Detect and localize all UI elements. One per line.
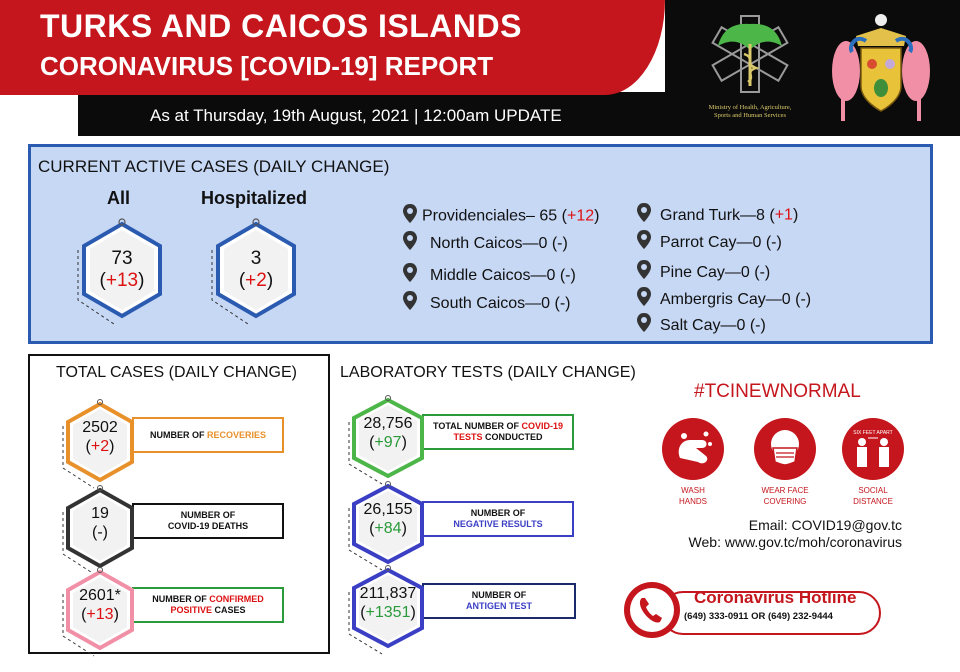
page-title: TURKS AND CAICOS ISLANDS xyxy=(40,8,522,44)
island-name: Pine Cay—0 (-) xyxy=(660,263,771,281)
confirmed-label-highlight: CONFIRMED xyxy=(209,594,264,604)
recoveries-label-prefix: NUMBER OF xyxy=(149,429,207,440)
distance-label-2: DISTANCE xyxy=(853,497,893,506)
antigen-value: 211,837 xyxy=(359,585,417,602)
wash-label-2: HANDS xyxy=(678,497,707,506)
all-active-change: (+13) xyxy=(99,270,145,291)
mask-label-2: COVERING xyxy=(763,497,807,506)
tests-hexagon xyxy=(346,394,430,486)
confirmed-label-positive: POSITIVE xyxy=(170,605,212,615)
ministry-name xyxy=(690,104,810,120)
antigen-label-line-2: ANTIGEN TEST xyxy=(465,601,532,611)
island-name: Providenciales– 65 ( xyxy=(422,207,567,225)
hospitalized-change-value: +2 xyxy=(245,270,267,291)
face-mask-icon xyxy=(754,418,816,480)
confirmed-change: (+13) xyxy=(81,606,119,623)
tests-label-prefix: TOTAL NUMBER OF xyxy=(432,421,522,431)
recoveries-label-box xyxy=(132,417,284,453)
hospitalized-change: (+2) xyxy=(238,270,274,291)
antigen-change-value: +1351 xyxy=(365,604,411,621)
negative-value: 26,155 xyxy=(363,501,413,518)
island-parrot-cay xyxy=(636,229,782,256)
location-pin-icon xyxy=(402,203,418,230)
negative-label-line-2: NEGATIVE RESULTS xyxy=(453,519,543,529)
location-pin-icon xyxy=(402,230,418,257)
social-distance-label xyxy=(833,485,913,507)
island-salt-cay xyxy=(636,312,766,339)
island-name: Grand Turk—8 ( xyxy=(660,206,775,224)
tests-label-suffix: CONDUCTED xyxy=(482,432,543,442)
island-name: Middle Caicos—0 (-) xyxy=(430,266,576,284)
island-grand-turk xyxy=(636,202,798,229)
island-change: +12 xyxy=(566,207,595,225)
recoveries-hexagon xyxy=(60,398,140,490)
negative-hexagon xyxy=(346,480,430,572)
deaths-hexagon xyxy=(60,484,140,576)
ministry-line-2: Sports and Human Services xyxy=(713,112,787,119)
island-south-caicos xyxy=(402,290,571,317)
location-pin-icon xyxy=(402,290,418,317)
contact-info xyxy=(680,517,902,551)
island-name: Salt Cay—0 (-) xyxy=(660,316,766,334)
antigen-hexagon xyxy=(346,564,430,656)
island-providenciales xyxy=(402,203,599,230)
recoveries-label-highlight: RECOVERIES xyxy=(206,429,266,440)
location-pin-icon xyxy=(402,262,418,289)
tests-change-value: +97 xyxy=(374,434,402,451)
tests-value: 28,756 xyxy=(363,415,413,432)
island-ambergris-cay xyxy=(636,286,811,313)
hotline-badge[interactable] xyxy=(622,580,882,640)
confirmed-label-box xyxy=(132,587,284,623)
island-name: Ambergris Cay—0 (-) xyxy=(660,290,812,308)
wash-label-1: WASH xyxy=(681,486,705,495)
all-active-value: 73 xyxy=(111,248,133,269)
lab-tests-title: LABORATORY TESTS (DAILY CHANGE) xyxy=(340,364,636,381)
all-active-hexagon xyxy=(74,216,170,328)
island-north-caicos xyxy=(402,230,568,257)
location-pin-icon xyxy=(636,286,652,313)
coat-of-arms-logo xyxy=(826,6,936,126)
island-name: South Caicos—0 (-) xyxy=(430,294,571,312)
island-pine-cay xyxy=(636,259,770,286)
face-mask-label xyxy=(745,485,825,507)
island-change: +1 xyxy=(774,206,793,224)
hospitalized-value: 3 xyxy=(250,248,262,269)
negative-label-box xyxy=(422,501,574,537)
new-normal-hashtag: #TCINEWNORMAL xyxy=(694,381,861,402)
confirmed-value: 2601* xyxy=(79,587,121,604)
confirmed-hexagon xyxy=(60,566,140,658)
all-active-change-value: +13 xyxy=(105,270,139,291)
confirmed-change-value: +13 xyxy=(86,606,114,623)
total-cases-title: TOTAL CASES (DAILY CHANGE) xyxy=(56,364,297,381)
island-name: Parrot Cay—0 (-) xyxy=(660,233,782,251)
negative-change-value: +84 xyxy=(374,520,402,537)
tests-label-highlight: COVID-19 xyxy=(521,421,563,431)
deaths-change: (-) xyxy=(92,524,108,541)
confirmed-label-suffix: CASES xyxy=(212,605,246,615)
update-date: As at Thursday, 19th August, 2021 | 12:00am UPDATE xyxy=(150,106,562,125)
location-pin-icon xyxy=(636,259,652,286)
distance-label-1: SOCIAL xyxy=(858,486,888,495)
hotline-numbers[interactable]: (649) 333-0911 OR (649) 232-9444 xyxy=(684,611,833,622)
location-pin-icon xyxy=(636,202,652,229)
antigen-change: (+1351) xyxy=(360,604,416,621)
website-text[interactable]: Web: www.gov.tc/moh/coronavirus xyxy=(688,534,902,550)
hotline-title: Coronavirus Hotline xyxy=(694,588,857,607)
antigen-label-box xyxy=(422,583,576,619)
antigen-label-line-1: NUMBER OF xyxy=(471,590,527,600)
deaths-value: 19 xyxy=(91,505,109,522)
email-text[interactable]: Email: COVID19@gov.tc xyxy=(748,517,902,533)
island-name: North Caicos—0 (-) xyxy=(430,234,568,252)
deaths-label-line-1: NUMBER OF xyxy=(180,510,236,520)
recoveries-change: (+2) xyxy=(85,438,115,455)
wash-hands-label xyxy=(653,485,733,507)
mask-label-1: WEAR FACE xyxy=(761,486,809,495)
island-middle-caicos xyxy=(402,262,576,289)
tests-change: (+97) xyxy=(369,434,407,451)
hospitalized-label: Hospitalized xyxy=(201,188,308,208)
page-subtitle: CORONAVIRUS [COVID-19] REPORT xyxy=(40,51,494,81)
recoveries-value: 2502 xyxy=(82,419,118,436)
tests-label-tests: TESTS xyxy=(453,432,483,442)
confirmed-label-prefix: NUMBER OF xyxy=(152,594,210,604)
hospitalized-hexagon xyxy=(208,216,304,328)
active-cases-title: CURRENT ACTIVE CASES (DAILY CHANGE) xyxy=(38,157,390,176)
medical-star-icon xyxy=(690,12,810,102)
location-pin-icon xyxy=(636,229,652,256)
wash-hands-icon xyxy=(662,418,724,480)
negative-change: (+84) xyxy=(369,520,407,537)
ministry-line-1: Ministry of Health, Agriculture, xyxy=(708,104,792,111)
social-distance-icon xyxy=(842,418,904,480)
coat-of-arms-icon xyxy=(826,6,936,126)
tests-label-box xyxy=(422,414,574,450)
deaths-label-line-2: COVID-19 DEATHS xyxy=(167,521,249,531)
six-feet-text: SIX FEET APART xyxy=(853,430,893,436)
all-label: All xyxy=(107,188,131,208)
island-close: ) xyxy=(594,207,600,225)
island-close: ) xyxy=(792,206,799,224)
ministry-logo xyxy=(690,12,810,124)
deaths-label-box xyxy=(132,503,284,539)
location-pin-icon xyxy=(636,312,652,339)
recoveries-change-value: +2 xyxy=(90,438,110,455)
negative-label-line-1: NUMBER OF xyxy=(470,508,526,518)
